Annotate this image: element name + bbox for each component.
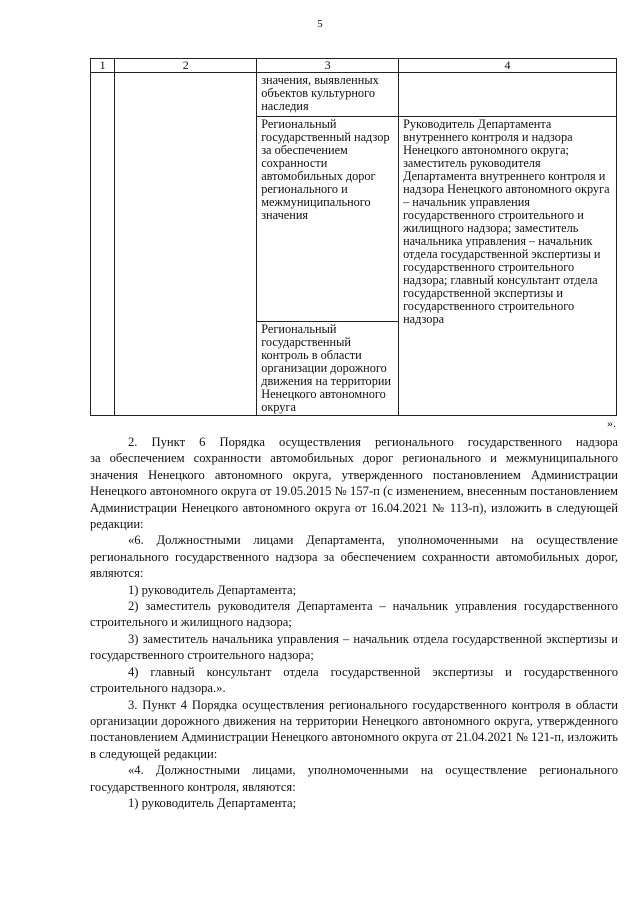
paragraph: «6. Должностными лицами Департамента, уполномоченными на осуществление регионального государственного надзора за обеспечением сохранности автомобильных дорог, являются:	[90, 533, 618, 581]
paragraph: за обеспечением сохранности автомобильных дорог регионального и межмуниципального значения Ненецкого автономного округа, утвержденного постановлением Администрации Ненецкого автономного округа от 19.05.2015 № 157-п (с изменением, внесенным постановлением Администрации Ненецкого автономного округа от 16.04.2021 № 113-п), изложить в следующей редакции:	[90, 451, 618, 532]
body-text	[90, 434, 618, 811]
page-number: 5	[317, 18, 323, 30]
paragraph: «4. Должностными лицами, уполномоченными на осуществление регионального государственного контроля, являются:	[90, 763, 618, 794]
table-cell-officials: Руководитель Департамента внутреннего контроля и надзора Ненецкого автономного округа; заместитель руководителя Департамента внутреннего контроля и надзора Ненецкого автономного округа – начальник управления государственного строительного и жилищного надзора; заместитель начальника управления – начальник отдела государственной экспертизы и государственного строительного надзора; главный консультант отдела государственной экспертизы и государственного строительного надзора	[399, 117, 617, 416]
paragraph: 1) руководитель Департамента;	[128, 582, 297, 597]
table-header-row	[91, 59, 617, 73]
table-header-cell: 4	[399, 59, 617, 73]
table-cell-empty	[91, 73, 115, 416]
closing-quote: ».	[607, 416, 616, 430]
table-row	[91, 73, 617, 117]
table-cell-control-type: значения, выявленных объектов культурного наследия	[257, 73, 399, 117]
table-cell-control-type: Региональный государственный надзор за обеспечением сохранности автомобильных дорог регионального и межмуниципального значения	[257, 117, 399, 322]
paragraph: 3) заместитель начальника управления – начальник отдела государственной экспертизы и государственного строительного надзора;	[90, 631, 618, 663]
table-cell-control-type: Региональный государственный контроль в области организации дорожного движения на территории Ненецкого автономного округа	[257, 322, 399, 416]
paragraph: 1) руководитель Департамента;	[128, 795, 297, 810]
paragraph: 2. Пункт 6 Порядка осуществления регионального государственного надзора	[128, 435, 618, 449]
table-header-cell: 1	[91, 59, 115, 73]
officials-table	[90, 58, 617, 416]
paragraph: 3. Пункт 4 Порядка осуществления регионального государственного контроля в области организации дорожного движения на территории Ненецкого автономного округа, утвержденного постановлением Администрации Ненецкого автономного округа от 21.04.2021 № 121-п, изложить в следующей редакции:	[90, 697, 618, 761]
table-header-cell: 2	[115, 59, 257, 73]
paragraph: 4) главный консультант отдела государственной экспертизы и государственного строительного надзора.».	[90, 664, 618, 696]
table-cell-empty	[399, 73, 617, 117]
table-header-cell: 3	[257, 59, 399, 73]
paragraph: 2) заместитель руководителя Департамента – начальник управления государственного строительного и жилищного надзора;	[90, 599, 618, 630]
table-cell-empty	[115, 73, 257, 416]
